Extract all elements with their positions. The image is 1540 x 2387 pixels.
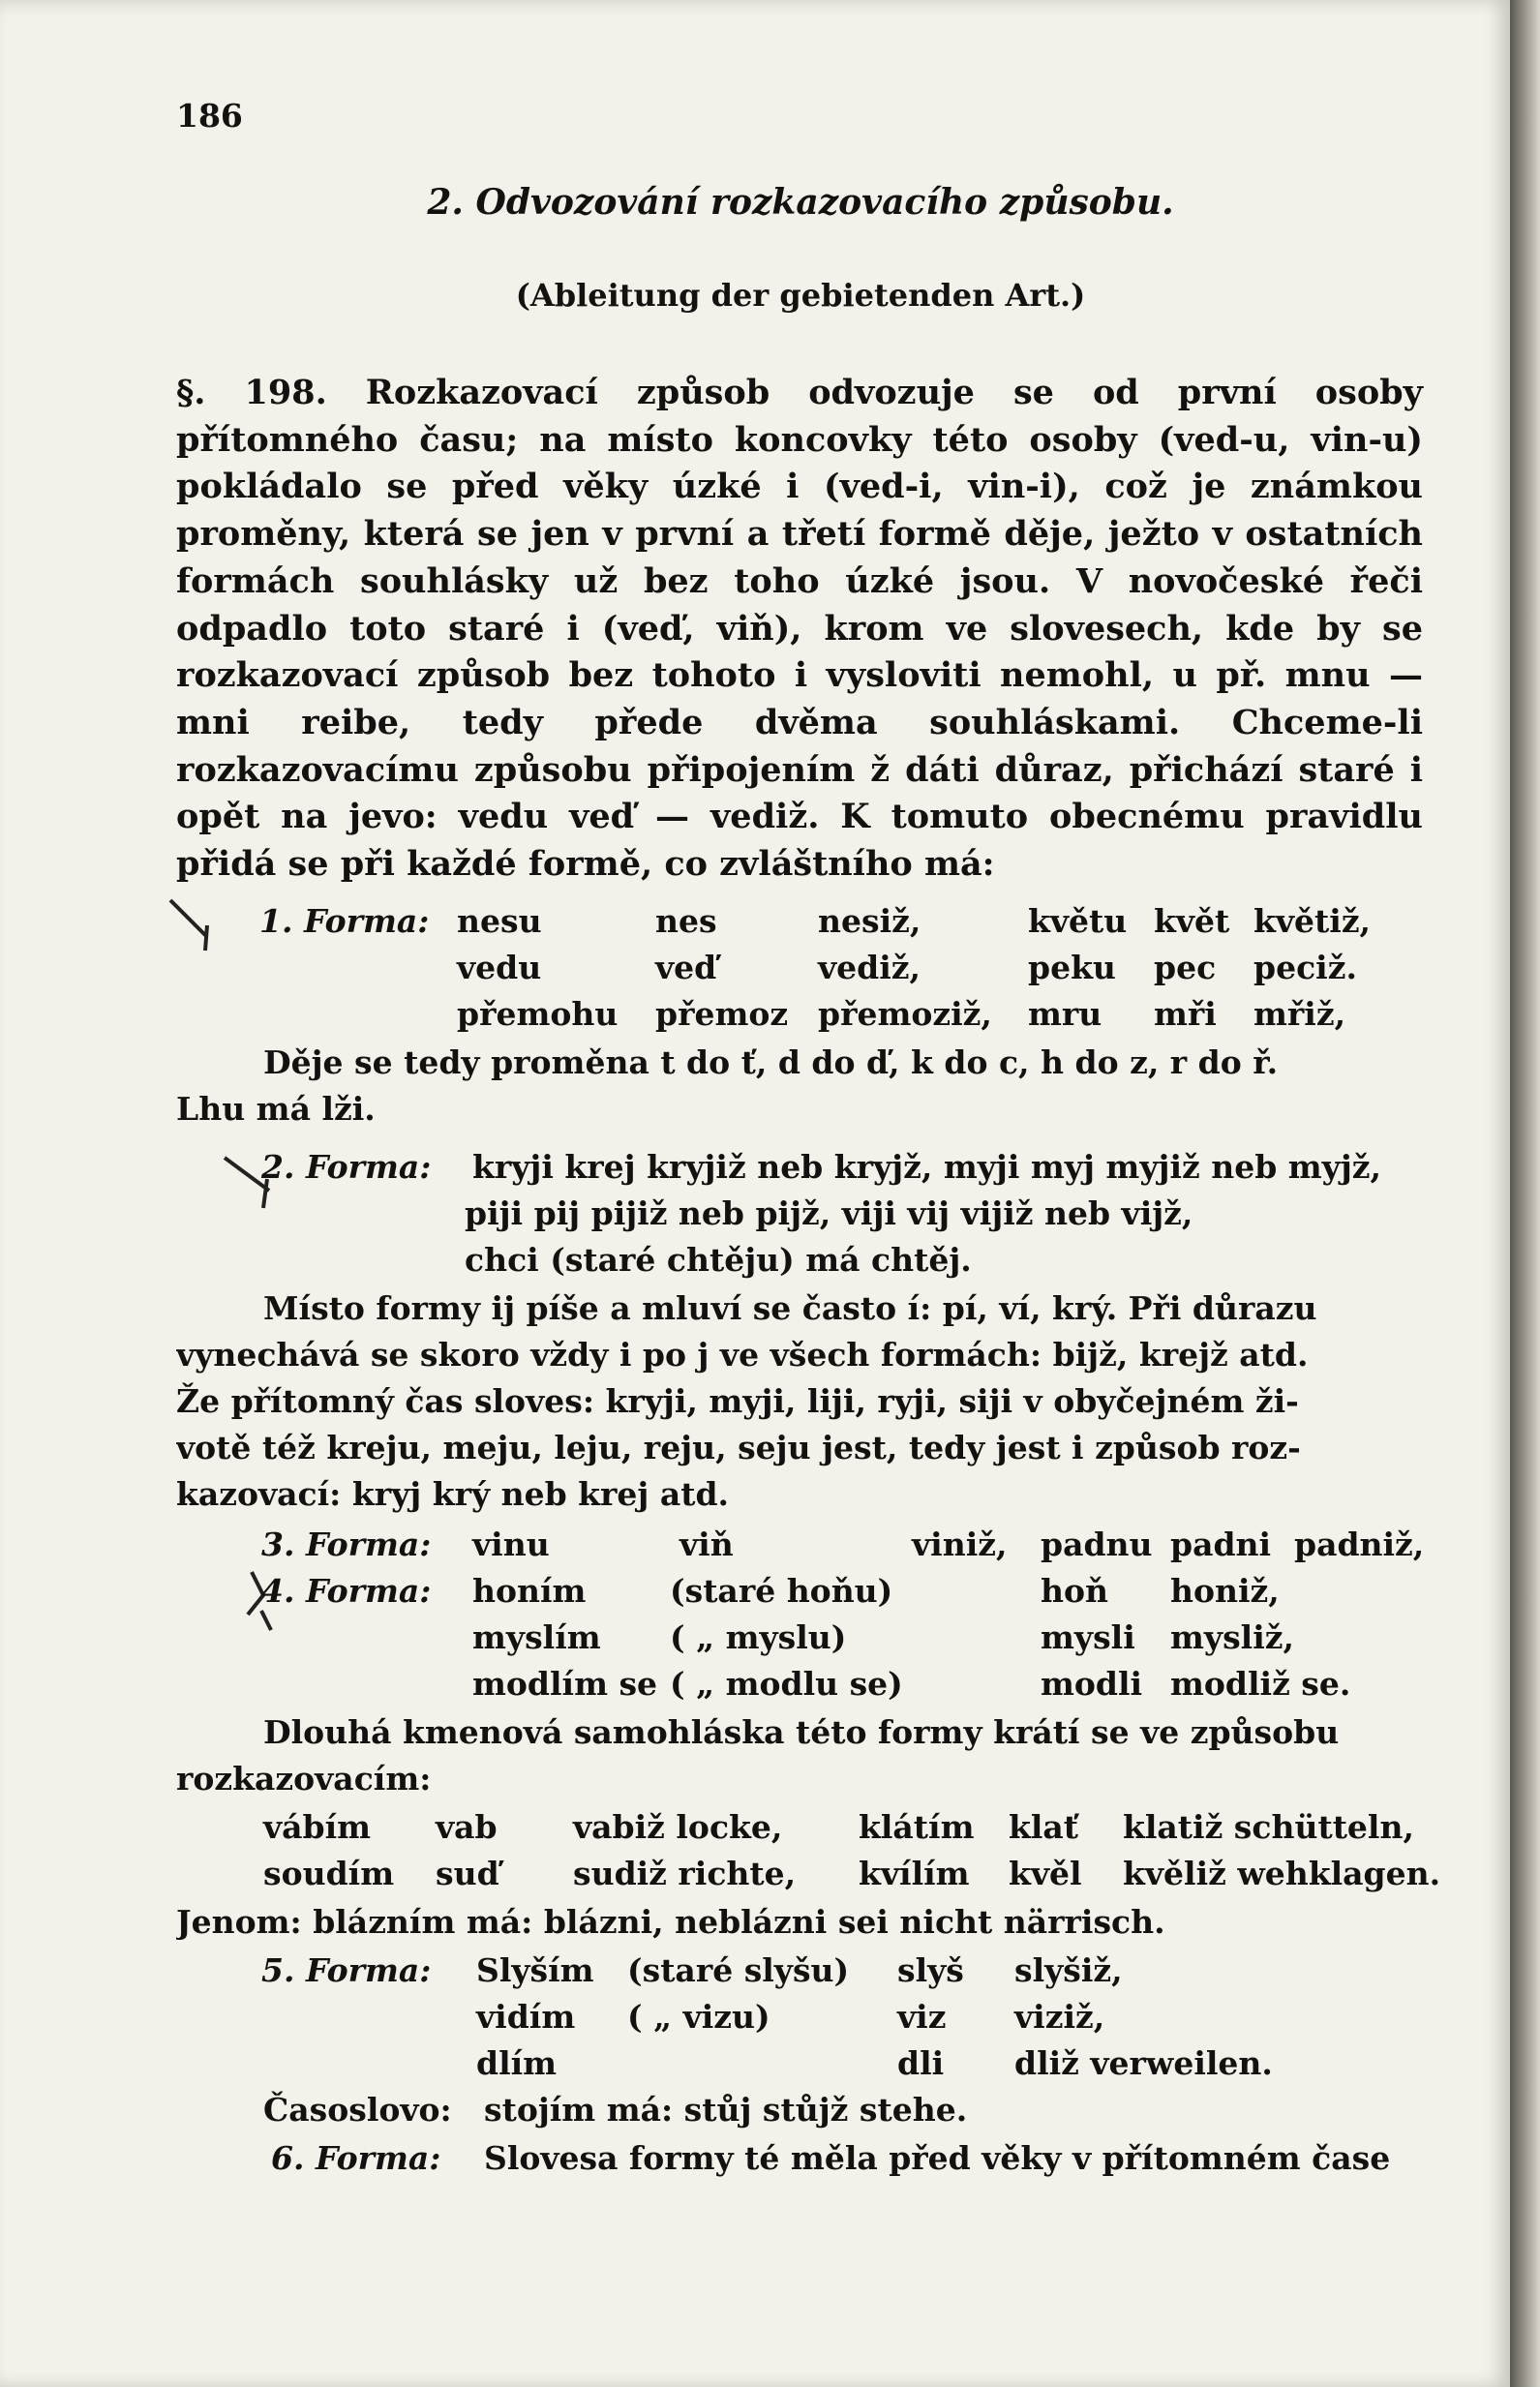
- forma5-row-1: [176, 1951, 1425, 1996]
- cell: vinu: [472, 1526, 550, 1563]
- forma4-label: 4. Forma:: [261, 1572, 432, 1610]
- cell: vab: [436, 1808, 498, 1846]
- forma5-row-3: [176, 2044, 1425, 2089]
- cell: padni: [1170, 1526, 1272, 1563]
- forma3-label: 3. Forma:: [261, 1526, 432, 1563]
- cell: pec: [1154, 949, 1217, 986]
- cell: peciž.: [1253, 949, 1357, 986]
- forma2-note-1: Místo formy ij píše a mluví se často í: pí, ví, krý. Při důrazu: [263, 1289, 1317, 1327]
- cell: vábím: [263, 1808, 372, 1846]
- cell: dliž verweilen.: [1014, 2044, 1273, 2082]
- cell: viniž,: [912, 1526, 1008, 1563]
- forma2-line-3: chci (staré chtěju) má chtěj.: [465, 1241, 972, 1279]
- cell: padniž,: [1294, 1526, 1425, 1563]
- section-subtitle: (Ableitung der gebietenden Art.): [515, 277, 1086, 314]
- cell: slyšiž,: [1014, 1951, 1123, 1989]
- forma4-note-1: Dlouhá kmenová samohláska této formy krátí se ve způsobu: [263, 1713, 1340, 1751]
- cell: vediž,: [818, 949, 921, 986]
- forma4-example-2: [176, 1855, 1441, 1899]
- cell: přemoz: [655, 995, 789, 1033]
- cell: slyš: [897, 1951, 964, 1989]
- forma2-note-3: Že přítomný čas sloves: kryji, myji, liji, ryji, siji v obyčejném ži-: [176, 1382, 1299, 1420]
- cell: klať: [1009, 1808, 1079, 1846]
- cell: dlím: [476, 2044, 558, 2082]
- forma1-row-1: [176, 902, 1425, 947]
- forma1-row-2: [176, 949, 1425, 993]
- cell: stojím má: stůj stůjž stehe.: [484, 2091, 968, 2129]
- forma4-row-1: [176, 1572, 1425, 1617]
- cell: ( „ vizu): [627, 1998, 770, 2036]
- cell: květu: [1028, 902, 1128, 940]
- cell: modli: [1041, 1665, 1143, 1703]
- cell: kvěliž wehklagen.: [1123, 1855, 1441, 1892]
- cell: dli: [897, 2044, 945, 2082]
- cell: mysliž,: [1170, 1618, 1294, 1656]
- cell: (staré hoňu): [670, 1572, 893, 1610]
- cell: myslím: [472, 1618, 601, 1656]
- forma2-note-2: vynechává se skoro vždy i po j ve všech formách: bijž, krejž atd.: [176, 1336, 1309, 1374]
- cell: mřiž,: [1253, 995, 1346, 1033]
- forma1-note-2: Lhu má lži.: [176, 1090, 376, 1128]
- cell: klátím: [859, 1808, 975, 1846]
- forma2-note-5: kazovací: kryj krý neb krej atd.: [176, 1475, 730, 1513]
- cell: honím: [472, 1572, 587, 1610]
- cell: nes: [655, 902, 717, 940]
- cell: klatiž schütteln,: [1123, 1808, 1414, 1846]
- cell: vedu: [457, 949, 542, 986]
- line-text: Slovesa formy té měla před věky v přítomném čase: [484, 2139, 1391, 2177]
- cell: přemoziž,: [818, 995, 992, 1033]
- forma4-exception: Jenom: blázním má: blázni, neblázni sei nicht närrisch.: [176, 1903, 1165, 1941]
- cell: viz: [897, 1998, 947, 2036]
- forma4-row-2: [176, 1618, 1425, 1663]
- cell: padnu: [1041, 1526, 1153, 1563]
- cell: hoň: [1041, 1572, 1108, 1610]
- forma5-row-2: [176, 1998, 1425, 2042]
- forma4-note-2: rozkazovacím:: [176, 1760, 432, 1798]
- forma4-example-1: [176, 1808, 1425, 1853]
- cell: květ: [1154, 902, 1230, 940]
- cell: modliž se.: [1170, 1665, 1351, 1703]
- forma6-row: [176, 2139, 1425, 2184]
- cell: kvěl: [1009, 1855, 1082, 1892]
- cell: viň: [679, 1526, 734, 1563]
- forma2-line-2: piji pij pijiž neb pijž, viji vij vijiž neb vijž,: [465, 1194, 1193, 1232]
- forma2-note-4: votě též kreju, meju, leju, reju, seju jest, tedy jest i způsob roz-: [176, 1429, 1301, 1466]
- cell: přemohu: [457, 995, 619, 1033]
- cell: ( „ myslu): [670, 1618, 847, 1656]
- cell: Časoslovo:: [263, 2091, 452, 2129]
- cell: ( „ modlu se): [670, 1665, 903, 1703]
- forma5-label: 5. Forma:: [261, 1951, 432, 1989]
- cell: vidím: [476, 1998, 576, 2036]
- forma1-row-3: [176, 995, 1425, 1040]
- cell: modlím se: [472, 1665, 658, 1703]
- section-title: 2. Odvozování rozkazovacího způsobu.: [427, 182, 1174, 223]
- cell: viziž,: [1014, 1998, 1105, 2036]
- cell: nesiž,: [818, 902, 921, 940]
- cell: Slyším: [476, 1951, 594, 1989]
- cell: vabiž locke,: [573, 1808, 783, 1846]
- forma1-note-1: Děje se tedy proměna t do ť, d do ď, k do c, h do z, r do ř.: [263, 1043, 1279, 1081]
- cell: mři: [1154, 995, 1217, 1033]
- forma3-row: [176, 1526, 1425, 1570]
- page-number: 186: [176, 97, 243, 135]
- cell: nesu: [457, 902, 542, 940]
- cell: (staré slyšu): [627, 1951, 850, 1989]
- cell: soudím: [263, 1855, 395, 1892]
- cell: kvílím: [859, 1855, 970, 1892]
- forma2-label: 2. Forma:: [261, 1148, 432, 1186]
- cell: honiž,: [1170, 1572, 1280, 1610]
- forma1-label: 1. Forma:: [259, 902, 430, 940]
- cell: mru: [1028, 995, 1102, 1033]
- cell: veď: [655, 949, 717, 986]
- forma6-label: 6. Forma:: [271, 2139, 441, 2177]
- cell: suď: [436, 1855, 499, 1892]
- forma4-row-3: [176, 1665, 1425, 1709]
- cell: mysli: [1041, 1618, 1135, 1656]
- paragraph-198: §. 198. Rozkazovací způsob odvozuje se od první osoby přítomného času; na místo koncovky této osoby (ved-u, vin-u) pokládalo se před věky úzké i (ved-i, vin-i), což je známkou proměny, která se jen v první a třetí formě děje, ježto v ostatních formách souhlásky už bez toho úzké jsou. V novočeské řeči odpadlo toto staré i (veď, viň), krom ve slovesech, kde by se rozkazovací způsob bez tohoto i vysloviti nemohl, u př. mnu — mni reibe, tedy přede dvěma souhláskami. Chceme-li rozkazovacímu způsobu připojením ž dáti důraz, přichází staré i opět na jevo: vedu veď — vediž. K tomuto obecnému pravidlu přidá se při každé formě, co zvláštního má:: [176, 373, 1423, 885]
- page-edge: [1510, 0, 1540, 2387]
- cell: květiž,: [1253, 902, 1372, 940]
- casoslovo-row: [176, 2091, 1425, 2135]
- cell: sudiž richte,: [573, 1855, 797, 1892]
- line-text: kryji krej kryjiž neb kryjž, myji myj myjiž neb myjž,: [472, 1148, 1382, 1186]
- forma2-row-1: [176, 1148, 1425, 1193]
- cell: peku: [1028, 949, 1116, 986]
